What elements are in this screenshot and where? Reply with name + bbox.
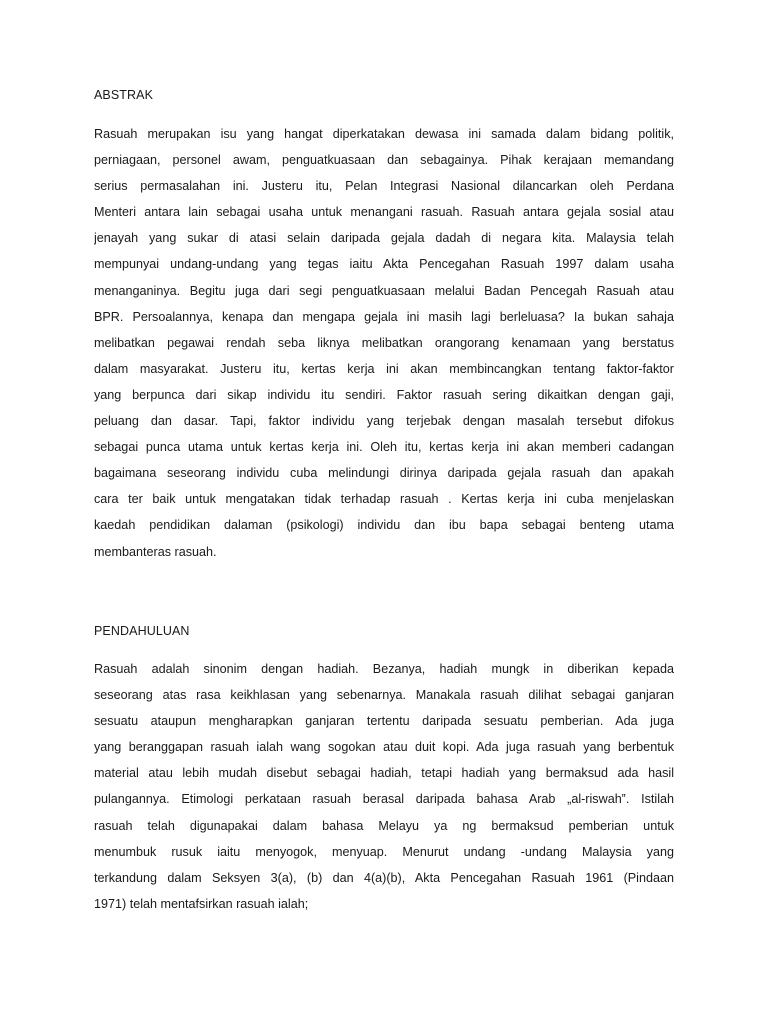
introduction-line: material atau lebih mudah disebut sebagai hadiah, tetapi hadiah yang bermaksud ada hasil (94, 766, 674, 781)
abstract-line: membanteras rasuah. (94, 544, 217, 559)
abstract-line: bagaimana seseorang individu cuba melindungi dirinya daripada gejala rasuah dan apakah (94, 466, 674, 481)
introduction-paragraph (94, 656, 674, 917)
abstract-line: Menteri antara lain sebagai usaha untuk menangani rasuah. Rasuah antara gejala sosial atau (94, 205, 674, 220)
introduction-line: terkandung dalam Seksyen 3(a), (b) dan 4(a)(b), Akta Pencegahan Rasuah 1961 (Pindaan (94, 870, 674, 885)
abstract-line: perniagaan, personel awam, penguatkuasaan dan sebagainya. Pihak kerajaan memandang (94, 153, 674, 168)
abstract-line: Rasuah merupakan isu yang hangat diperkatakan dewasa ini samada dalam bidang politik, (94, 127, 674, 141)
introduction-line: pulangannya. Etimologi perkataan rasuah berasal daripada bahasa Arab „al-riswah‟. Istilah (94, 792, 674, 807)
abstract-line: mempunyai undang-undang yang tegas iaitu Akta Pencegahan Rasuah 1997 dalam usaha (94, 257, 674, 272)
abstract-line: dalam masyarakat. Justeru itu, kertas kerja ini akan membincangkan tentang faktor-faktor (94, 361, 674, 376)
introduction-line: Rasuah adalah sinonim dengan hadiah. Bezanya, hadiah mungk in diberikan kepada (94, 662, 674, 676)
abstract-paragraph (94, 121, 674, 565)
abstract-line: peluang dan dasar. Tapi, faktor individu yang terjebak dengan masalah tersebut difokus (94, 414, 674, 429)
introduction-heading: PENDAHULUAN (94, 624, 190, 638)
abstract-line: serius permasalahan ini. Justeru itu, Pelan Integrasi Nasional dilancarkan oleh Perdana (94, 179, 674, 194)
abstract-line: BPR. Persoalannya, kenapa dan mengapa gejala ini masih lagi berleluasa? Ia bukan sahaja (94, 309, 674, 324)
introduction-line: yang beranggapan rasuah ialah wang sogokan atau duit kopi. Ada juga rasuah yang berbentuk (94, 740, 674, 755)
introduction-line: rasuah telah digunapakai dalam bahasa Melayu ya ng bermaksud pemberian untuk (94, 818, 674, 833)
abstract-line: menanganinya. Begitu juga dari segi penguatkuasaan melalui Badan Pencegah Rasuah atau (94, 283, 674, 298)
abstract-line: sebagai punca utama untuk kertas kerja ini. Oleh itu, kertas kerja ini akan memberi cadangan (94, 440, 674, 455)
introduction-line: menumbuk rusuk iaitu menyogok, menyuap. Menurut undang -undang Malaysia yang (94, 844, 674, 859)
introduction-line: seseorang atas rasa keikhlasan yang sebenarnya. Manakala rasuah dilihat sebagai ganjaran (94, 688, 674, 703)
abstract-line: kaedah pendidikan dalaman (psikologi) individu dan ibu bapa sebagai benteng utama (94, 518, 674, 533)
abstract-line: cara ter baik untuk mengatakan tidak terhadap rasuah . Kertas kerja ini cuba menjelaskan (94, 492, 674, 507)
introduction-line: sesuatu ataupun mengharapkan ganjaran tertentu daripada sesuatu pemberian. Ada juga (94, 714, 674, 729)
introduction-line: 1971) telah mentafsirkan rasuah ialah; (94, 896, 309, 911)
abstract-line: jenayah yang sukar di atasi selain daripada gejala dadah di negara kita. Malaysia telah (94, 231, 674, 246)
abstract-line: yang berpunca dari sikap individu itu sendiri. Faktor rasuah sering dikaitkan dengan gaji, (94, 387, 674, 402)
abstract-heading: ABSTRAK (94, 88, 154, 102)
abstract-line: melibatkan pegawai rendah seba liknya melibatkan orangorang kenamaan yang berstatus (94, 335, 674, 350)
